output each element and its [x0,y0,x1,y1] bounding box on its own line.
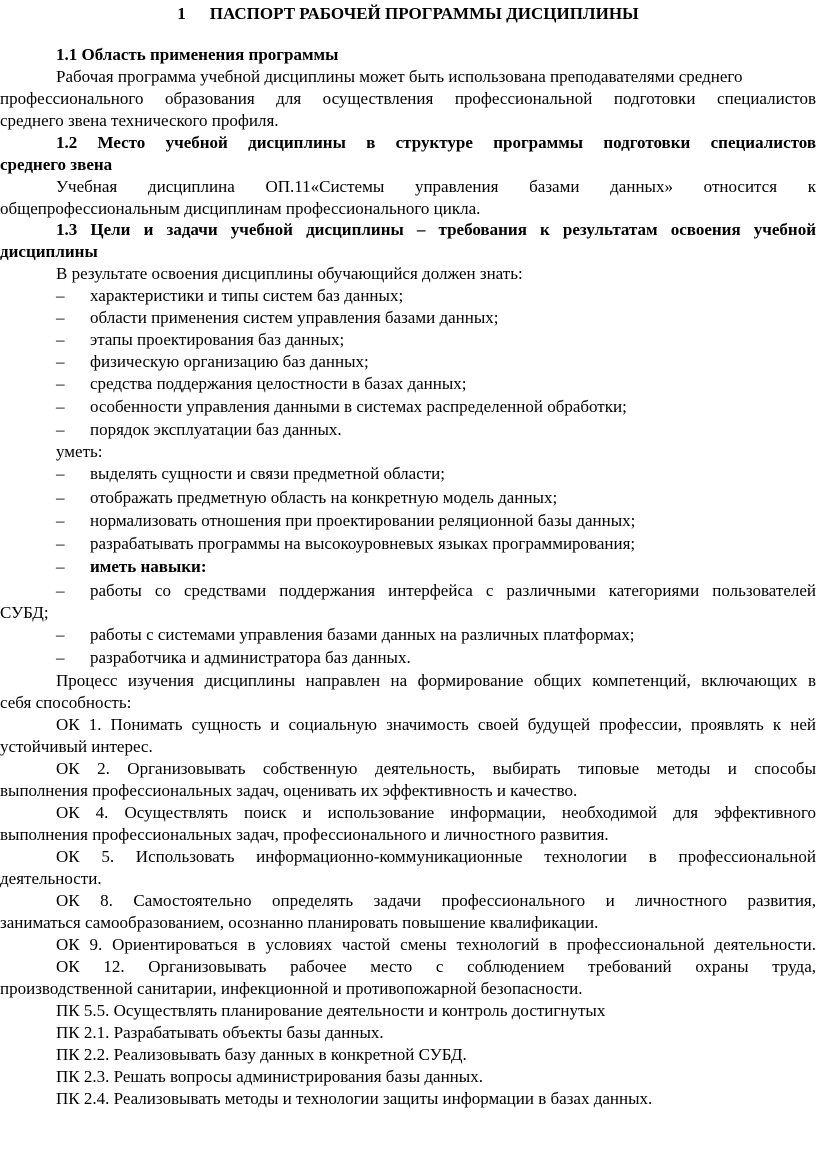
paragraph-line: профессионального образования для осуществления профессиональной подготовки специалистов [0,89,816,108]
list-dash: – [56,648,65,667]
list-item: физическую организацию баз данных; [90,352,369,371]
list-dash: – [56,330,65,349]
competency-ok8: ОК 8. Самостоятельно определять задачи профессионального и личностного развития, [56,891,816,910]
paragraph-line: Учебная дисциплина ОП.11«Системы управления базами данных» относится к [56,177,816,196]
paragraph-line: общепрофессиональным дисциплинам профессионального цикла. [0,199,481,218]
know-intro: В результате освоения дисциплины обучающийся должен знать: [56,264,523,283]
subsection-1-1-title: 1.1 Область применения программы [56,45,339,64]
list-dash: – [56,308,65,327]
competency-ok5: ОК 5. Использовать информационно-коммуникационные технологии в профессиональной [56,847,816,866]
list-dash: – [56,464,65,483]
competency-ok2: ОК 2. Организовывать собственную деятельность, выбирать типовые методы и способы [56,759,816,778]
competency-ok2-cont: выполнения профессиональных задач, оценивать их эффективность и качество. [0,781,578,800]
list-dash: – [56,488,65,507]
paragraph-line: себя способность: [0,693,132,712]
skills-label: уметь: [56,442,103,461]
list-dash: – [56,374,65,393]
list-item: этапы проектирования баз данных; [90,330,345,349]
competency-ok8-cont: заниматься самообразованием, осознанно планировать повышение квалификации. [0,913,599,932]
competency-pk: ПК 2.2. Реализовывать базу данных в конкретной СУБД. [56,1045,467,1064]
competency-ok12-cont: производственной санитарии, инфекционной и противопожарной безопасности. [0,979,583,998]
list-dash: – [56,534,65,553]
list-dash: – [56,581,65,600]
subsection-1-2-title-cont: среднего звена [0,155,113,174]
list-item: выделять сущности и связи предметной области; [90,464,446,483]
subsection-1-2-title: 1.2 Место учебной дисциплины в структуре программы подготовки специалистов [56,133,816,152]
list-item: особенности управления данными в системах распределенной обработки; [90,397,627,416]
competency-ok4-cont: выполнения профессиональных задач, профессионального и личностного развития. [0,825,609,844]
list-dash: – [56,625,65,644]
competency-ok12: ОК 12. Организовывать рабочее место с соблюдением требований охраны труда, [56,957,816,976]
paragraph-line: среднего звена технического профиля. [0,111,279,130]
list-dash: – [56,286,65,305]
list-dash: – [56,397,65,416]
list-item: разработчика и администратора баз данных. [90,648,411,667]
paragraph-line: Процесс изучения дисциплины направлен на формирование общих компетенций, включающих в [56,671,816,690]
competency-pk: ПК 2.4. Реализовывать методы и технологии защиты информации в базах данных. [56,1089,653,1108]
competency-ok4: ОК 4. Осуществлять поиск и использование информации, необходимой для эффективного [56,803,816,822]
competency-pk: ПК 2.3. Решать вопросы администрирования базы данных. [56,1067,483,1086]
competency-ok5-cont: деятельности. [0,869,102,888]
list-item: области применения систем управления базами данных; [90,308,499,327]
list-item: характеристики и типы систем баз данных; [90,286,404,305]
list-item: работы с системами управления базами данных на различных платформах; [90,625,635,644]
paragraph-line: Рабочая программа учебной дисциплины может быть использована преподавателями среднего [56,67,743,86]
list-dash: – [56,511,65,530]
have-label: иметь навыки: [90,557,207,576]
list-item-cont: СУБД; [0,603,49,622]
subsection-1-3-title: 1.3 Цели и задачи учебной дисциплины – требования к результатам освоения учебной [56,220,816,239]
list-item: средства поддержания целостности в базах данных; [90,374,467,393]
list-item: порядок эксплуатации баз данных. [90,420,342,439]
list-item: отображать предметную область на конкретную модель данных; [90,488,558,507]
competency-pk: ПК 2.1. Разрабатывать объекты базы данных. [56,1023,384,1042]
competency-ok1: ОК 1. Понимать сущность и социальную значимость своей будущей профессии, проявлять к ней [56,715,816,734]
list-item: работы со средствами поддержания интерфейса с различными категориями пользователей [90,581,816,600]
list-dash: – [56,557,65,576]
list-item: нормализовать отношения при проектировании реляционной базы данных; [90,511,636,530]
list-dash: – [56,420,65,439]
subsection-1-3-title-cont: дисциплины [0,242,98,261]
section-title: ПАСПОРТ РАБОЧЕЙ ПРОГРАММЫ ДИСЦИПЛИНЫ [209,4,639,23]
competency-ok1-cont: устойчивый интерес. [0,737,153,756]
section-number: 1 [177,4,186,23]
list-dash: – [56,352,65,371]
competency-pk: ПК 5.5. Осуществлять планирование деятельности и контроль достигнутых [56,1001,606,1020]
section-heading [0,3,816,24]
list-item: разрабатывать программы на высокоуровневых языках программирования; [90,534,636,553]
competency-ok9: ОК 9. Ориентироваться в условиях частой смены технологий в профессиональной деятельности. [56,935,816,954]
